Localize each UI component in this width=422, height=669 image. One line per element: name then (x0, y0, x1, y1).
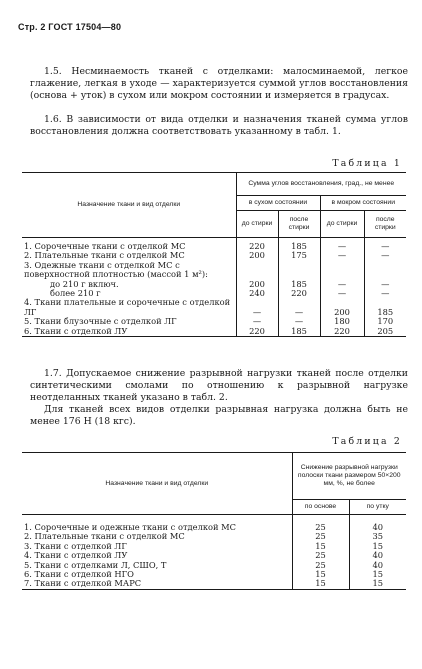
table1-caption: Таблица 1 (332, 158, 402, 169)
table2-col-name: Назначение ткани и вид отделки (22, 453, 292, 515)
table2-caption: Таблица 2 (332, 436, 402, 447)
table1-col-name: Назначение ткани и вид отделки (22, 173, 236, 238)
table-row: до 210 г включ. 200 185 — — (22, 280, 406, 289)
table-row: 3. Одежные ткани с отделкой МС с поверхностной плотностью (массой 1 м²): (22, 261, 406, 280)
table1-dry-header: в сухом состоянии (236, 196, 320, 211)
table-row: 1. Сорочечные ткани с отделкой МС 220 185 — — (22, 242, 406, 251)
table2-warp-header: по основе (292, 500, 349, 515)
table2-group-header: Снижение разрывной нагрузки полоски ткани размером 50×200 мм, %, не более (292, 453, 406, 500)
table-1 (22, 172, 406, 337)
paragraph-1-7: 1.7. Допускаемое снижение разрывной нагрузки тканей после отделки синтетическими смолами по отношению к разрывной нагрузке неотделанных тканей указано в табл. 2. (30, 368, 408, 404)
paragraph-1-6: 1.6. В зависимости от вида отделки и назначения тканей сумма углов восстановления должна соответствовать указанному в табл. 1. (30, 114, 408, 138)
table-row: 4. Ткани с отделкой ЛУ 25 40 (22, 551, 406, 560)
table-row: 2. Плательные ткани с отделкой МС 200 175 — — (22, 251, 406, 260)
table-row: 5. Ткани блузочные с отделкой ЛГ — — 180 170 (22, 317, 406, 326)
table-row: 2. Плательные ткани с отделкой МС 25 35 (22, 532, 406, 541)
table-2 (22, 452, 406, 590)
table-row: 5. Ткани с отделками Л, СШО, Т 25 40 (22, 561, 406, 570)
table1-dry-after: после стирки (278, 211, 320, 238)
table-row: 6. Ткани с отделкой НГО 15 15 (22, 570, 406, 579)
table-row: 1. Сорочечные и одежные ткани с отделкой МС 25 40 (22, 523, 406, 532)
table1-wet-after: после стирки (364, 211, 406, 238)
table-row: более 210 г 240 220 — — (22, 289, 406, 298)
page-header: Стр. 2 ГОСТ 17504—80 (18, 22, 122, 32)
table1-wet-header: в мокром состоянии (320, 196, 406, 211)
table1-group-header: Сумма углов восстановления, град., не менее (236, 173, 406, 196)
table1-dry-before: до стирки (236, 211, 278, 238)
paragraph-1-7-b: Для тканей всех видов отделки разрывная нагрузка должна быть не менее 176 Н (18 кгс). (30, 404, 408, 428)
table-row: 6. Ткани с отделкой ЛУ 220 185 220 205 (22, 327, 406, 337)
table1-wet-before: до стирки (320, 211, 364, 238)
paragraph-1-5: 1.5. Несминаемость тканей с отделками: малосминаемой, легкое глажение, легкая в уходе — характеризуется суммой углов восстановления (основа + уток) в сухом или мокром состоянии и измеряется в градусах. (30, 66, 408, 102)
table2-weft-header: по утку (349, 500, 406, 515)
table-row: 4. Ткани плательные и сорочечные с отделкой ЛГ — — 200 185 (22, 298, 406, 317)
table-row: 7. Ткани с отделкой МАРС 15 15 (22, 579, 406, 589)
table-row: 3. Ткани с отделкой ЛГ 15 15 (22, 542, 406, 551)
